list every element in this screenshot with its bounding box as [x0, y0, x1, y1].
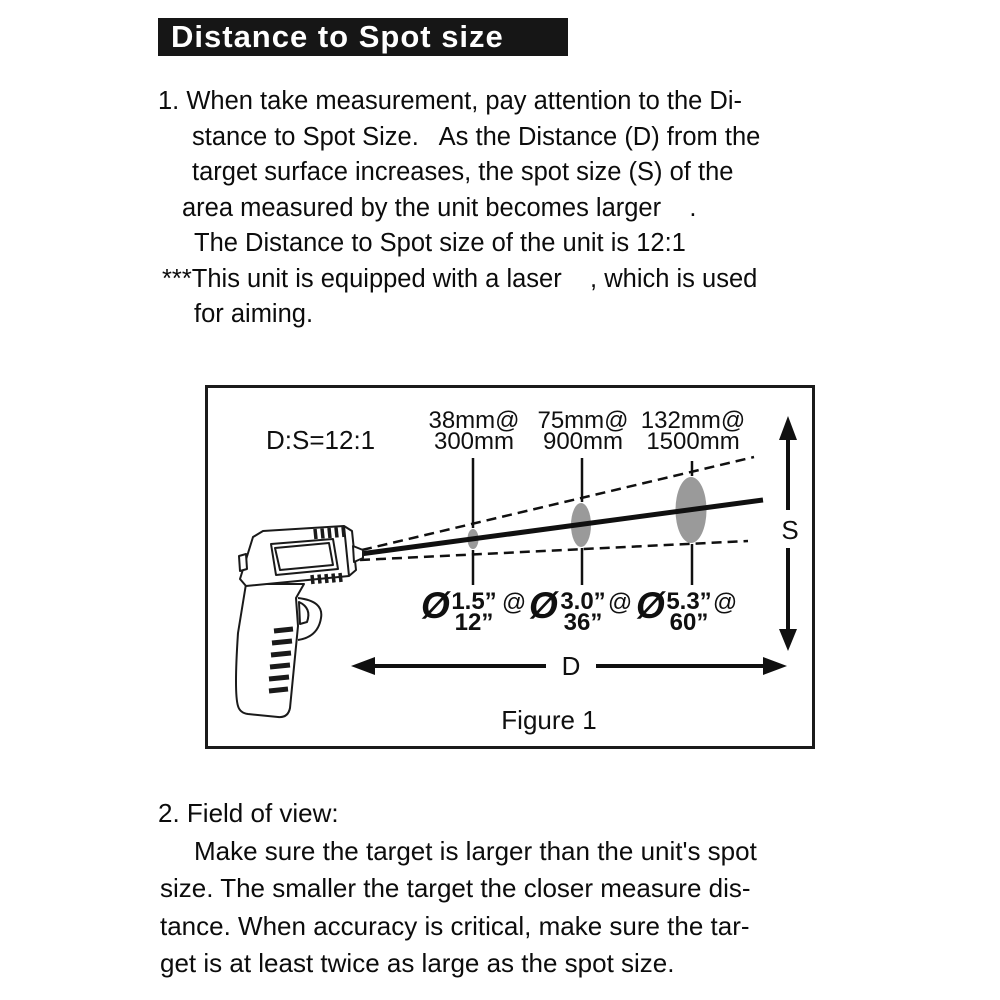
intro-line: ***This unit is equipped with a laser , which is used: [162, 264, 758, 293]
intro-line: stance to Spot Size. As the Distance (D) from the: [192, 122, 761, 151]
d-arrow-left-head: [351, 657, 375, 675]
ir-thermometer-gun-illustration: [236, 526, 363, 717]
d-arrow-right-head: [763, 657, 787, 675]
ratio-label: D:S=12:1: [266, 425, 376, 455]
gun-back-button: [239, 554, 247, 571]
gun-muzzle: [353, 546, 363, 562]
intro-line: area measured by the unit becomes larger .: [182, 193, 697, 222]
spot1-at-sign: @: [501, 589, 527, 616]
spot3-at-sign: @: [712, 589, 738, 616]
intro-line: target surface increases, the spot size (S) of the: [192, 158, 734, 186]
figure-caption: Figure 1: [501, 705, 597, 735]
spot3-distance-mm-label: 1500mm: [646, 428, 740, 455]
s-arrow-up-head: [779, 416, 797, 440]
spot2-mm-label: 75mm@: [537, 407, 629, 434]
spot3-mm-label: 132mm@: [640, 407, 746, 434]
spot1-distance-mm-label: 300mm: [433, 428, 515, 455]
intro-line: The Distance to Spot size of the unit is 12:1: [194, 229, 686, 257]
spot2-at-sign: @: [607, 589, 633, 616]
gun-trigger: [299, 602, 308, 624]
spot2-distance-mm-label: 900mm: [542, 428, 624, 455]
field-of-view-paragraph: [158, 795, 878, 983]
spot1-mm-label: 38mm@: [428, 407, 520, 434]
intro-paragraph: [158, 84, 878, 333]
fov-line: tance. When accuracy is critical, make sure the tar-: [160, 910, 750, 941]
spot2-distance-inch-label: 36”: [563, 609, 603, 636]
spot-size-axis-label: S: [781, 515, 799, 545]
s-arrow-down-head: [779, 629, 797, 651]
fov-line: size. The smaller the target the closer measure dis-: [160, 873, 751, 903]
spot1-inch-label: 1.5”: [451, 588, 497, 615]
intro-line: for aiming.: [194, 300, 314, 328]
spot3-inch-label: 5.3”: [666, 588, 712, 615]
fov-line: 2. Field of view:: [158, 798, 339, 828]
distance-axis-label: D: [561, 651, 581, 681]
figure-1-diagram: [205, 385, 815, 749]
fov-line: Make sure the target is larger than the unit's spot: [194, 835, 757, 866]
spot1-distance-inch-label: 12”: [454, 609, 494, 636]
intro-line: 1. When take measurement, pay attention to the Di-: [158, 87, 742, 115]
spot1-diameter-icon: Ø: [421, 585, 450, 626]
gun-handle: [236, 584, 304, 717]
section-title: Distance to Spot size: [171, 19, 504, 54]
spot3-distance-inch-label: 60”: [669, 609, 709, 636]
fov-line: get is at least twice as large as the spot size.: [160, 948, 675, 978]
spot3-diameter-icon: Ø: [636, 585, 665, 626]
distance-to-spot-diagram: [208, 388, 812, 746]
spot2-diameter-icon: Ø: [529, 585, 558, 626]
section-title-bar: [158, 18, 568, 56]
spot2-inch-label: 3.0”: [560, 588, 606, 615]
